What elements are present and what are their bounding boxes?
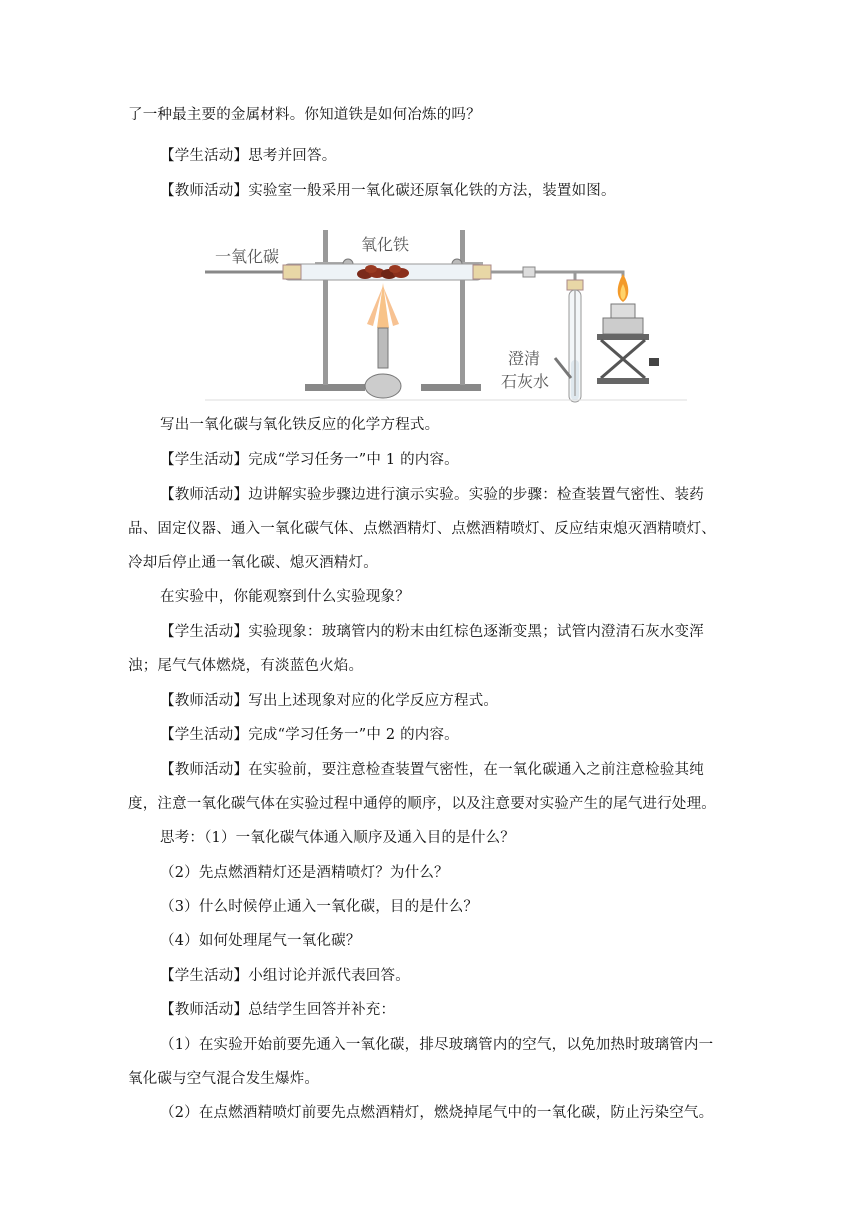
activity-text: 实验室一般采用一氧化碳还原氧化铁的方法，装置如图。 [248,183,616,199]
activity-text: 在实验前，要注意检查装置气密性，在一氧化碳通入之前注意检验其纯 [248,762,704,778]
activity-text: 完成“学习任务一”中 1 的内容。 [248,452,459,468]
paragraph-line: 度，注意一氧化碳气体在实验过程中通停的顺序，以及注意要对实验产生的尾气进行处理。 [128,796,716,812]
teacher-activity-line [160,995,732,1025]
activity-label: 【学生活动】 [160,727,249,743]
question-line: （4）如何处理尾气一氧化碳？ [160,933,361,949]
activity-text: 总结学生回答并补充： [248,1002,396,1018]
stopper-left [283,265,301,279]
activity-label: 【学生活动】 [160,148,249,164]
answer-line: （2）在点燃酒精喷灯前要先点燃酒精灯，燃烧掉尾气中的一氧化碳，防止污染空气。 [160,1105,714,1121]
activity-label: 【学生活动】 [160,452,249,468]
teacher-activity-line [160,686,732,716]
activity-text: 实验现象：玻璃管内的粉末由红棕色逐渐变黑；试管内澄清石灰水变浑 [248,624,704,640]
activity-label: 【学生活动】 [160,624,249,640]
answer-line: 氧化碳与空气混合发生爆炸。 [128,1071,320,1087]
stand-base-left [305,384,365,391]
lab-jack-top [597,334,649,340]
activity-text: 边讲解实验步骤边进行演示实验。实验的步骤：检查装置气密性、装药 [248,487,704,503]
teacher-activity-line [160,480,732,510]
answer-line: （1）在实验开始前要先通入一氧化碳，排尽玻璃管内的空气，以免加热时玻璃管内一 [160,1037,714,1053]
burner-flame [367,283,399,328]
label-limewater-1: 澄清 [508,346,540,369]
activity-text: 写出上述现象对应的化学反应方程式。 [248,693,499,709]
paragraph-line: 浊；尾气气体燃烧，有淡蓝色火焰。 [128,658,364,674]
paragraph-line: 在实验中，你能观察到什么实验现象？ [160,589,410,605]
activity-label: 【教师活动】 [160,693,249,709]
label-iron-oxide: 氧化铁 [361,232,409,255]
blast-burner-tube [378,328,388,368]
stopper-right [473,265,491,279]
blast-burner-base [365,374,401,398]
test-tube-stopper [567,280,583,290]
question-line: 思考：（1）一氧化碳气体通入顺序及通入目的是什么？ [160,830,515,846]
student-activity-line [160,961,732,991]
activity-label: 【教师活动】 [160,487,249,503]
activity-label: 【学生活动】 [160,968,249,984]
question-line: （2）先点燃酒精灯还是酒精喷灯？为什么？ [160,865,449,881]
lab-jack-knob [649,358,659,366]
question-line: （3）什么时候停止通入一氧化碳，目的是什么？ [160,899,479,915]
student-activity-line [160,141,732,171]
apparatus-figure [205,228,687,406]
lab-jack-base [597,378,649,384]
stand-base-right [421,384,481,391]
tube-connector [523,267,535,277]
alcohol-lamp-body [603,318,643,334]
student-activity-line [160,617,732,647]
teacher-activity-line [160,755,732,785]
activity-label: 【教师活动】 [160,183,249,199]
activity-text: 思考并回答。 [248,148,337,164]
paragraph-line: 了一种最主要的金属材料。你知道铁是如何冶炼的吗？ [128,107,481,123]
stand-rod-right [460,230,465,385]
label-limewater-2: 石灰水 [501,369,549,392]
activity-label: 【教师活动】 [160,1002,249,1018]
paragraph-line: 品、固定仪器、通入一氧化碳气体、点燃酒精灯、点燃酒精喷灯、反应结束熄灭酒精喷灯、 [128,521,716,537]
paragraph-line: 冷却后停止通一氧化碳、熄灭酒精灯。 [128,555,378,571]
activity-label: 【教师活动】 [160,762,249,778]
teacher-activity-line [160,176,732,206]
paragraph-line: 写出一氧化碳与氧化铁反应的化学方程式。 [160,417,440,433]
exhaust-flame [618,274,629,302]
lab-jack-scissors [601,340,645,378]
activity-text: 完成“学习任务一”中 2 的内容。 [248,727,459,743]
label-carbon-monoxide: 一氧化碳 [215,244,279,267]
activity-text: 小组讨论并派代表回答。 [248,968,410,984]
student-activity-line [160,720,732,750]
stand-rod-left [323,230,328,385]
student-activity-line [160,445,732,475]
alcohol-lamp-top [611,304,635,318]
